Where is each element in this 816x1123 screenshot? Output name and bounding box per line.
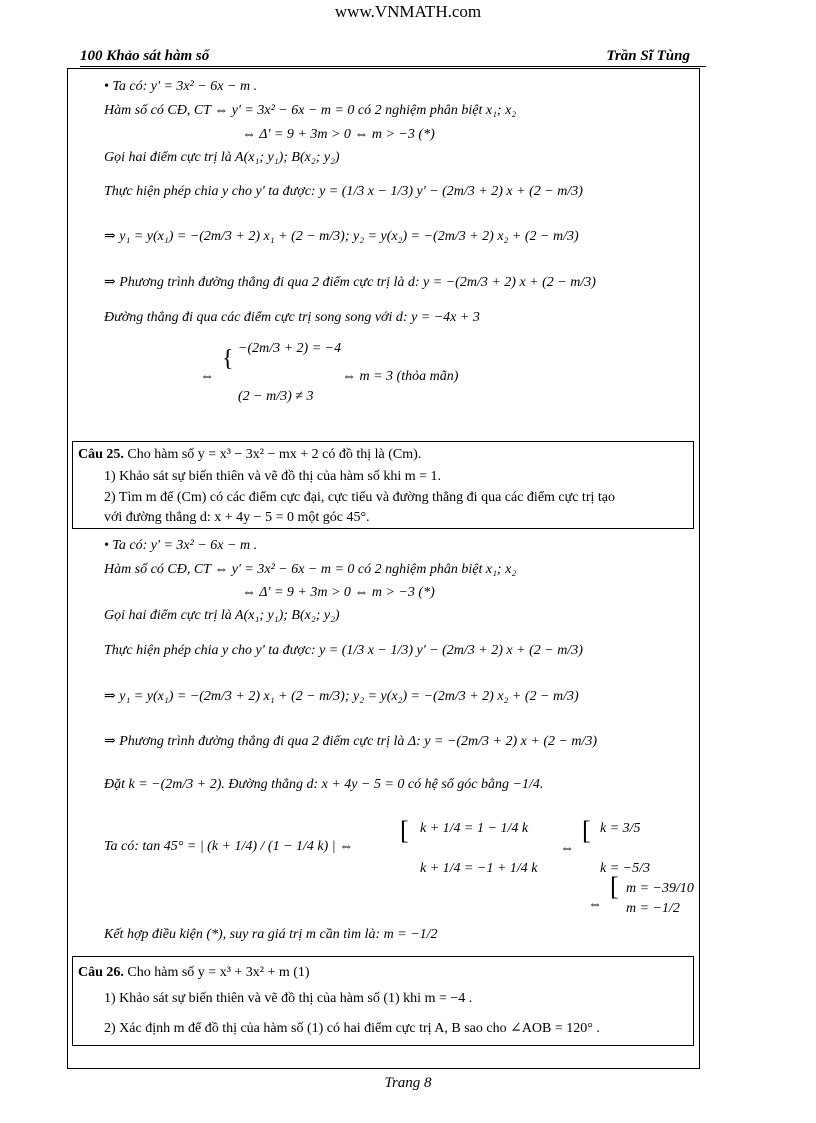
- sol25-line-4: Gọi hai điểm cực trị là A(x₁; y₁); B(x₂; y₂): [104, 608, 340, 623]
- sol25-case-1b: k + 1/4 = −1 + 1/4 k: [420, 861, 538, 876]
- sol25-line-3: ⇔ Δ' = 9 + 3m > 0 ⇔ m > −3 (*): [242, 585, 435, 600]
- sol25-case-2a: k = 3/5: [600, 821, 641, 836]
- sol24-system-brace: {: [222, 346, 234, 372]
- sol25-bracket-1: [: [400, 816, 409, 845]
- sol25-line-2: Hàm số có CĐ, CT ⇔ y' = 3x² − 6x − m = 0 có 2 nghiệm phân biệt x₁; x₂: [104, 562, 517, 577]
- sol25-conclusion: Kết hợp điều kiện (*), suy ra giá trị m cần tìm là: m = −1/2: [104, 927, 438, 942]
- sol25-tan-eq: Ta có: tan 45° = | (k + 1/4) / (1 − 1/4 k) | ⇔: [104, 839, 354, 854]
- question-25-part-1: 1) Khảo sát sự biến thiên và vẽ đồ thị của hàm số khi m = 1.: [104, 469, 442, 484]
- sol24-line-2: Hàm số có CĐ, CT ⇔ y' = 3x² − 6x − m = 0 có 2 nghiệm phân biệt x₁; x₂: [104, 103, 517, 118]
- sol24-line-1: • Ta có: y' = 3x² − 6x − m .: [104, 79, 258, 94]
- question-25-part-2: 2) Tìm m để (Cm) có các điểm cực đại, cực tiểu và đường thẳng đi qua các điểm cực trị tạo: [104, 490, 615, 505]
- sol24-line-5: Thực hiện phép chia y cho y' ta được: y = (1/3 x − 1/3) y' − (2m/3 + 2) x + (2 − m/3): [104, 184, 583, 199]
- question-25-label: Câu 25.: [78, 447, 124, 462]
- sol25-case-3a: m = −39/10: [626, 881, 694, 896]
- sol24-line-4: Gọi hai điểm cực trị là A(x₁; y₁); B(x₂; y₂): [104, 150, 340, 165]
- sol24-system-eq2: (2 − m/3) ≠ 3: [238, 389, 314, 404]
- sol25-line-6: ⇒ y₁ = y(x₁) = −(2m/3 + 2) x₁ + (2 − m/3); y₂ = y(x₂) = −(2m/3 + 2) x₂ + (2 − m/3): [104, 689, 579, 704]
- site-url: www.VNMATH.com: [334, 2, 482, 21]
- header-author: Trần Sĩ Tùng: [606, 48, 690, 64]
- question-26-part-2: 2) Xác định m để đồ thị của hàm số (1) có hai điểm cực trị A, B sao cho ∠AOB = 120° .: [104, 1021, 600, 1036]
- sol25-equiv-arrow-3: ⇔: [588, 897, 602, 912]
- sol25-case-2b: k = −5/3: [600, 861, 650, 876]
- sol24-line-8: Đường thẳng đi qua các điểm cực trị song song với d: y = −4x + 3: [104, 310, 480, 325]
- header-rule: [80, 66, 706, 67]
- sol24-line-3: ⇔ Δ' = 9 + 3m > 0 ⇔ m > −3 (*): [242, 127, 435, 142]
- question-25-part-2-cont: với đường thẳng d: x + 4y − 5 = 0 một góc 45°.: [104, 510, 370, 525]
- question-26-stem: [78, 964, 310, 982]
- question-25-text: Cho hàm số y = x³ − 3x² − mx + 2 có đồ thị là (Cm).: [123, 447, 422, 462]
- page-number: Trang 8: [384, 1075, 432, 1091]
- sol25-case-1a: k + 1/4 = 1 − 1/4 k: [420, 821, 529, 836]
- question-26-part-1: 1) Khảo sát sự biến thiên và vẽ đồ thị của hàm số (1) khi m = −4 .: [104, 991, 473, 1006]
- sol25-bracket-2: [: [582, 816, 591, 845]
- sol24-system-eq1: −(2m/3 + 2) = −4: [238, 341, 342, 356]
- question-25-stem: [78, 446, 421, 464]
- sol24-line-6: ⇒ y₁ = y(x₁) = −(2m/3 + 2) x₁ + (2 − m/3); y₂ = y(x₂) = −(2m/3 + 2) x₂ + (2 − m/3): [104, 229, 579, 244]
- sol25-case-3b: m = −1/2: [626, 901, 680, 916]
- sol24-line-7: ⇒ Phương trình đường thẳng đi qua 2 điểm cực trị là d: y = −(2m/3 + 2) x + (2 − m/3): [104, 275, 596, 290]
- sol25-equiv-arrow-2: ⇔: [560, 841, 574, 856]
- question-26-label: Câu 26.: [78, 965, 124, 980]
- sol25-line-1: • Ta có: y' = 3x² − 6x − m .: [104, 538, 258, 553]
- header-title: 100 Khảo sát hàm số: [80, 48, 210, 64]
- sol24-result: ⇔ m = 3 (thỏa mãn): [342, 369, 459, 384]
- sol25-line-7: ⇒ Phương trình đường thẳng đi qua 2 điểm cực trị là Δ: y = −(2m/3 + 2) x + (2 − m/3): [104, 734, 598, 749]
- sol25-line-8: Đặt k = −(2m/3 + 2). Đường thẳng d: x + 4y − 5 = 0 có hệ số góc bằng −1/4.: [104, 777, 544, 792]
- question-26-text: Cho hàm số y = x³ + 3x² + m (1): [123, 965, 310, 980]
- sol24-equiv-arrow: ⇔: [200, 369, 214, 384]
- sol25-line-5: Thực hiện phép chia y cho y' ta được: y = (1/3 x − 1/3) y' − (2m/3 + 2) x + (2 − m/3): [104, 643, 583, 658]
- sol25-bracket-3: [: [610, 872, 619, 901]
